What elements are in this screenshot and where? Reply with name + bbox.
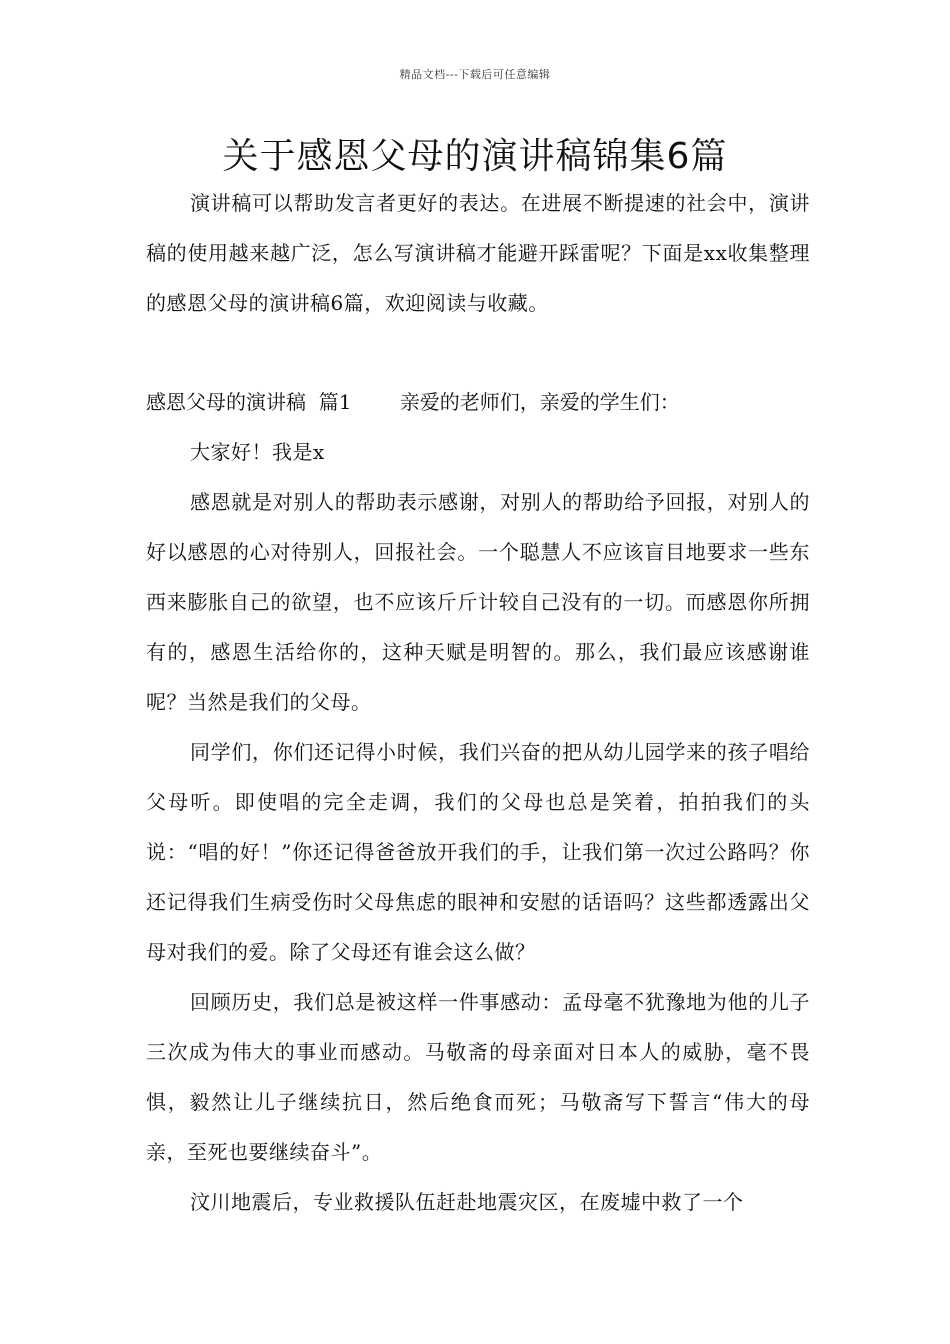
header-note: 精品文档---下载后可任意编辑 xyxy=(399,68,551,81)
section-heading: 感恩父母的演讲稿 篇1 xyxy=(146,390,352,414)
intro-block xyxy=(146,178,810,328)
speech-body xyxy=(146,427,810,1227)
document-title: 关于感恩父母的演讲稿锦集6篇 xyxy=(222,136,728,177)
body-paragraph: 同学们，你们还记得小时候，我们兴奋的把从幼儿园学来的孩子唱给父母听。即使唱的完全走调，我们的父母也总是笑着，拍拍我们的头说：“唱的好！”你还记得爸爸放开我们的手，让我们第一次过公路吗？你还记得我们生病受伤时父母焦虑的眼神和安慰的话语吗？这些都透露出父母对我们的爱。除了父母还有谁会这么做？ xyxy=(146,740,810,964)
salutation: 亲爱的老师们，亲爱的学生们： xyxy=(399,390,680,414)
intro-paragraph: 演讲稿可以帮助发言者更好的表达。在进展不断提速的社会中，演讲稿的使用越来越广泛，怎么写演讲稿才能避开踩雷呢？下面是xx收集整理的感恩父母的演讲稿6篇，欢迎阅读与收藏。 xyxy=(146,191,810,315)
body-paragraph: 大家好！我是x xyxy=(190,440,325,464)
section-header xyxy=(146,377,810,427)
body-paragraph: 回顾历史，我们总是被这样一件事感动：孟母毫不犹豫地为他的儿子三次成为伟大的事业而感动。马敬斋的母亲面对日本人的威胁，毫不畏惧，毅然让儿子继续抗日，然后绝食而死；马敬斋写下誓言“伟大的母亲，至死也要继续奋斗”。 xyxy=(146,990,810,1164)
body-paragraph: 感恩就是对别人的帮助表示感谢，对别人的帮助给予回报，对别人的好以感恩的心对待别人，回报社会。一个聪慧人不应该盲目地要求一些东西来膨胀自己的欲望，也不应该斤斤计较自己没有的一切。而感恩你所拥有的，感恩生活给你的，这种天赋是明智的。那么，我们最应该感谢谁呢？当然是我们的父母。 xyxy=(146,490,810,714)
body-paragraph: 汶川地震后，专业救援队伍赶赴地震灾区，在废墟中救了一个 xyxy=(190,1190,744,1214)
